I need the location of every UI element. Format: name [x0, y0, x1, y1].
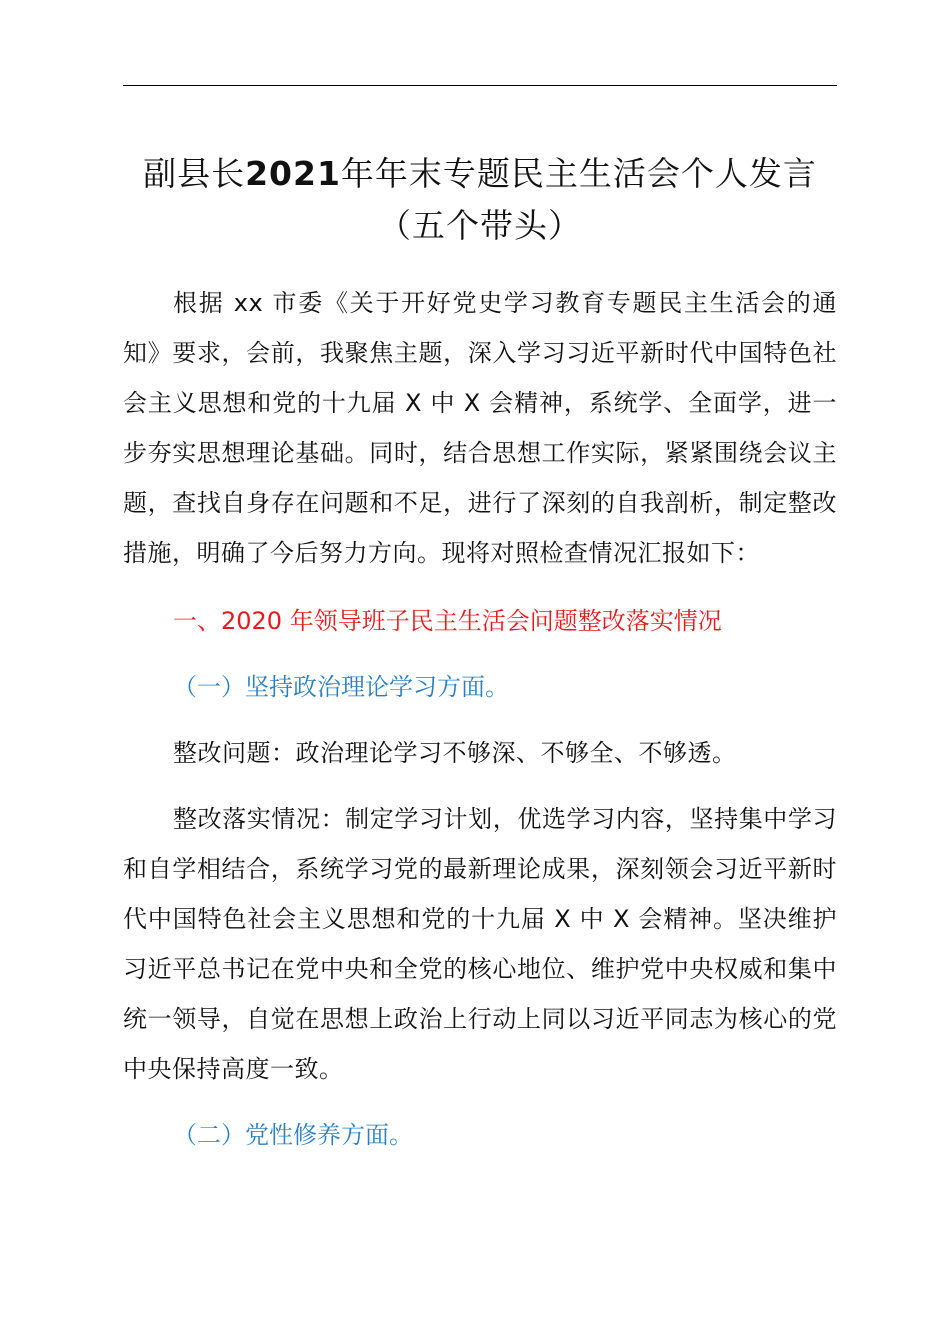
subsection-heading-2: （二）党性修养方面。	[173, 1121, 413, 1149]
header-rule	[123, 85, 837, 86]
title-line-1	[110, 148, 850, 200]
intro-paragraph: 根据 xx 市委《关于开好党史学习教育专题民主生活会的通知》要求，会前，我聚焦主题，深入学习习近平新时代中国特色社会主义思想和党的十九届 X 中 X 会精神，系统学、全面学，进一步夯实思想理论基础。同时，结合思想工作实际，紧紧围绕会议主题，查找自身存在问题和不足，进行了深刻的自我剖析，制定整改措施，明确了今后努力方向。现将对照检查情况汇报如下：	[123, 289, 837, 567]
subsection-heading-1: （一）坚持政治理论学习方面。	[173, 673, 509, 701]
title-suffix: 年年末专题民主生活会个人发言	[340, 154, 817, 193]
action-paragraph: 整改落实情况：制定学习计划，优选学习内容，坚持集中学习和自学相结合，系统学习党的最新理论成果，深刻领会习近平新时代中国特色社会主义思想和党的十九届 X 中 X 会精神。坚决维护习近平总书记在党中央和全党的核心地位、维护党中央权威和集中统一领导，自觉在思想上政治上行动上同以习近平同志为核心的党中央保持高度一致。	[123, 805, 837, 1083]
section-heading-1: 一、2020 年领导班子民主生活会问题整改落实情况	[173, 607, 722, 635]
problem-paragraph: 整改问题：政治理论学习不够深、不够全、不够透。	[173, 739, 737, 767]
document-body	[123, 278, 837, 1160]
title-line-2: （五个带头）	[378, 206, 582, 245]
document-title	[110, 148, 850, 252]
title-prefix: 副县长	[143, 154, 246, 193]
title-year: 2021	[245, 154, 341, 193]
